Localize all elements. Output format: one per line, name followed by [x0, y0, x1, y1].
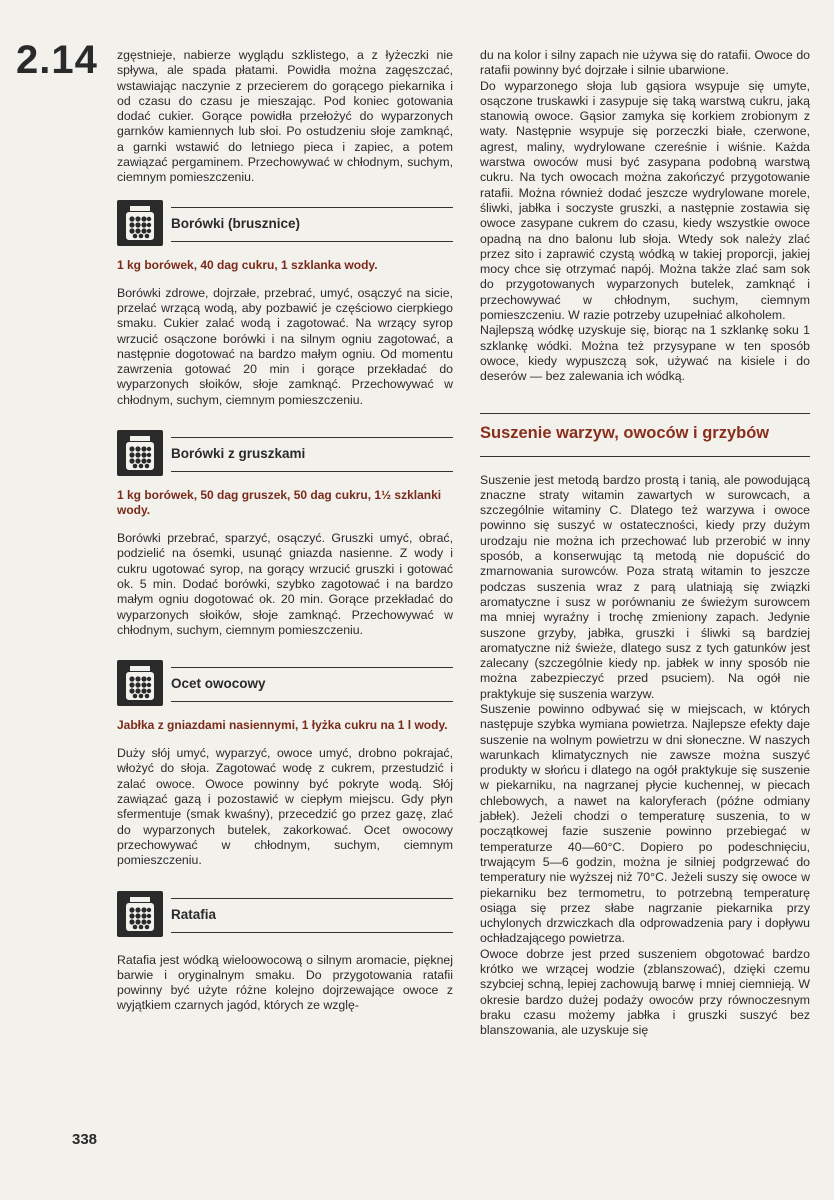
- jar-icon: [117, 891, 163, 937]
- header-rule-top: [171, 437, 453, 438]
- recipe-header-ocet-owocowy: [117, 660, 453, 708]
- drying-paragraph: Suszenie powinno odbywać się w miejscach, w których następuje szybka wymiana powietrza. Najlepsze efekty daje suszenie na wolnym powietrzu w dni słoneczne. W naszych warunkach klimatycznych nie zawsze można suszyć produkty w słońcu i dlatego na ogół praktykuje się suszenie w piekarniku, na nagrzanej płycie kuchennej, w piecach chlebowych, a nawet na kaloryferach (późne odmiany jabłek). Jeżeli chodzi o temperaturę suszenia, to w początkowej fazie suszenie powinno przebiegać w temperaturze 40—60°C. Dopiero po podeschnięciu, trwającym 5—6 godzin, można je silniej podgrzewać do temperatury nie wyższej niż 70°C. Jeżeli suszy się owoce w piekarniku bez termometru, to potrzebną temperaturę osiąga się przez słabe nagrzanie piekarnika przy uchylonych drzwiczkach dla odprowadzenia pary i dopływu ochładzającego powietrza.: [480, 701, 810, 946]
- right-column: [480, 48, 810, 1039]
- drying-paragraph: Owoce dobrze jest przed suszeniem obgotować bardzo krótko we wrzącej wodzie (zblanszować), dzięki czemu szybciej schną, lepiej zachowują barwę i mniej ciemnieją. W okresie bardzo dużej podaży owoców przy równoczesnym braku czasu możemy jabłka i gruszki suszyć bez blanszowania, ale uzyskuje się: [480, 946, 810, 1038]
- recipe-title: Ratafia: [171, 906, 217, 922]
- recipe-title: Borówki z gruszkami: [171, 446, 306, 462]
- page-number: 338: [72, 1131, 98, 1148]
- header-rule-top: [171, 667, 453, 668]
- recipe-text: Duży słój umyć, wyparzyć, owoce umyć, drobno pokrajać, włożyć do słoja. Zagotować wodę z cukrem, przestudzić i zalać owoce. Owoce powinny być pokryte wodą. Słój zawiązać gazą i pozostawić w ciepłym miejscu. Gdy płyn sfermentuje (smak kwaśny), przecedzić go przez gazę, zlać do wyparzonych butelek, zakorkować. Ocet owocowy przechowywać w chłodnym, suchym, ciemnym pomieszczeniu.: [117, 746, 453, 868]
- recipe-text: Ratafia jest wódką wieloowocową o silnym aromacie, pięknej barwie i oryginalnym smaku. Do przygotowania ratafii powinny być użyte różne kolejno dojrzewające owoce z wyjątkiem czarnych jagód, których ze wzglę-: [117, 952, 453, 1013]
- header-rule-top: [171, 898, 453, 899]
- drying-paragraph: Suszenie jest metodą bardzo prostą i tanią, ale powodującą znaczne straty witamin zawartych w surowcach, a szczególnie witaminy C. Dlatego też warzywa i owoce powinno się suszyć w ostateczności, kiedy przy dużym urodzaju nie można ich przechować lub przerobić w inny sposób, a konserwując tą metodą nie dopuścić do zmarnowania surowców. Poza stratą witamin to jeszcze podczas suszenia wraz z parą ulatniają się związki aromatyczne i susz w porównaniu ze świeżym surowcem ma mniej wyraźny i trochę zmieniony zapach. Jedynie suszone grzyby, jabłka, gruszki i śliwki są bardziej aromatyczne niż świeże, dlatego susz z tych gatunków jest zalecany (szczególnie kiedy np. jabłek w inny sposób nie można zabezpieczyć przed psuciem). Na ogół nie praktykuje się suszenia warzyw.: [480, 472, 810, 701]
- recipe-text: Borówki przebrać, sparzyć, osączyć. Gruszki umyć, obrać, podzielić na ósemki, usunąć gniazda nasienne. Z wody i cukru ugotować syrop, na gorący wrzucić gruszki i gotować ok. 5 min. Dodać borówki, szybko zagotować i na bardzo małym ogniu dogotować ok. 20 min. Gorące przekładać do wyparzonych słoików, słoje zamknąć. Przechowywać w chłodnym, suchym, ciemnym pomieszczeniu.: [117, 531, 453, 637]
- header-rule-top: [171, 207, 453, 208]
- recipe-ingredients: 1 kg borówek, 50 dag gruszek, 50 dag cukru, 1½ szklanki wody.: [117, 488, 442, 518]
- recipe-title: Borówki (brusznice): [171, 215, 301, 231]
- header-rule-bottom: [171, 241, 453, 242]
- recipe-header-borowki-z-gruszkami: [117, 430, 453, 478]
- heading-rule-bottom: [480, 456, 810, 457]
- section-heading: Suszenie warzyw, owoców i grzybów: [480, 423, 770, 442]
- recipe-ingredients: Jabłka z gniazdami nasiennymi, 1 łyżka cukru na 1 l wody.: [117, 718, 448, 733]
- recipe-header-ratafia: [117, 891, 453, 939]
- ratafia-paragraph: Do wyparzonego słoja lub gąsiora wsypuje się umyte, osączone truskawki i zasypuje się taką warstwą cukru, jaką stanowią owoce. Gąsior zamyka się korkiem zrobionym z waty. Następnie wsypuje się porzeczki białe, czerwone, agrest, maliny, wydrylowane czereśnie i wiśnie. Każda warstwa owoców musi być zasypana podobną warstwą cukru. Na tych owocach można zakończyć przygotowanie ratafii. Można również dodać jeszcze wydrylowane morele, śliwki, jabłka i soczyste gruszki, a następnie zostawia się owoce zasypane cukrem do czasu, kiedy wszystkie owoce opadną na dno balonu lub słoja. Wtedy sok należy zlać przez sito i zaprawić czystą wódką w takiej proporcji, jakiej mocy chce się otrzymać napój. Można także zlać sam sok do przygotowanych wyparzonych butelek, zamknąć i przechowywać w chłodnym, suchym, ciemnym pomieszczeniu. W razie potrzeby uzupełniać alkoholem.: [480, 78, 810, 323]
- left-column: [117, 48, 453, 1014]
- intro-paragraph: zgęstnieje, nabierze wyglądu szklistego, a z łyżeczki nie spływa, ale spada płatami. Powidła można zagęszczać, wstawiając naczynie z przecierem do gorącego piekarnika i od czasu do czasu je mieszając. Pod koniec gotowania dodać cukier. Gorące powidła przełożyć do wyparzonych garnków kamiennych lub słoi. Po ostudzeniu słoje zamknąć, a garnki wstawić do letniego pieca i zapiec, a potem zawiązać pergaminem. Przechowywać w chłodnym, suchym, ciemnym pomieszczeniu.: [117, 48, 453, 185]
- section-number: 2.14: [16, 38, 98, 82]
- recipe-title: Ocet owocowy: [171, 676, 266, 692]
- jar-icon: [117, 660, 163, 706]
- recipe-ingredients: 1 kg borówek, 40 dag cukru, 1 szklanka wody.: [117, 257, 378, 272]
- section-heading-block: [480, 409, 810, 473]
- header-rule-bottom: [171, 701, 453, 702]
- heading-rule-top: [480, 413, 810, 414]
- recipe-header-borowki: [117, 200, 453, 248]
- recipe-text: Borówki zdrowe, dojrzałe, przebrać, umyć, osączyć na sicie, przelać wrzącą wodą, aby pozbawić je częściowo cierpkiego smaku. Cukier zalać wodą i zagotować. Na wrzący syrop wrzucić osączone borówki i na silnym ogniu zagotować, a następnie dogotować na bardzo małym ogniu. Od momentu zawrzenia gotować 20 min i gorące przekładać do wyparzonych słoików, słoje zamknąć. Przechowywać w chłodnym, suchym, ciemnym pomieszczeniu.: [117, 285, 453, 407]
- ratafia-paragraph: Najlepszą wódkę uzyskuje się, biorąc na 1 szklankę soku 1 szklankę wódki. Można też przysypane w ten sposób owoce, kiedy wypuszczą sok, używać na kisiele i do deserów — bez zalewania ich wódką.: [480, 323, 810, 384]
- header-rule-bottom: [171, 471, 453, 472]
- ratafia-paragraph: du na kolor i silny zapach nie używa się do ratafii. Owoce do ratafii powinny być dojrzałe i silnie ubarwione.: [480, 48, 810, 78]
- jar-icon: [117, 430, 163, 476]
- header-rule-bottom: [171, 932, 453, 933]
- jar-icon: [117, 200, 163, 246]
